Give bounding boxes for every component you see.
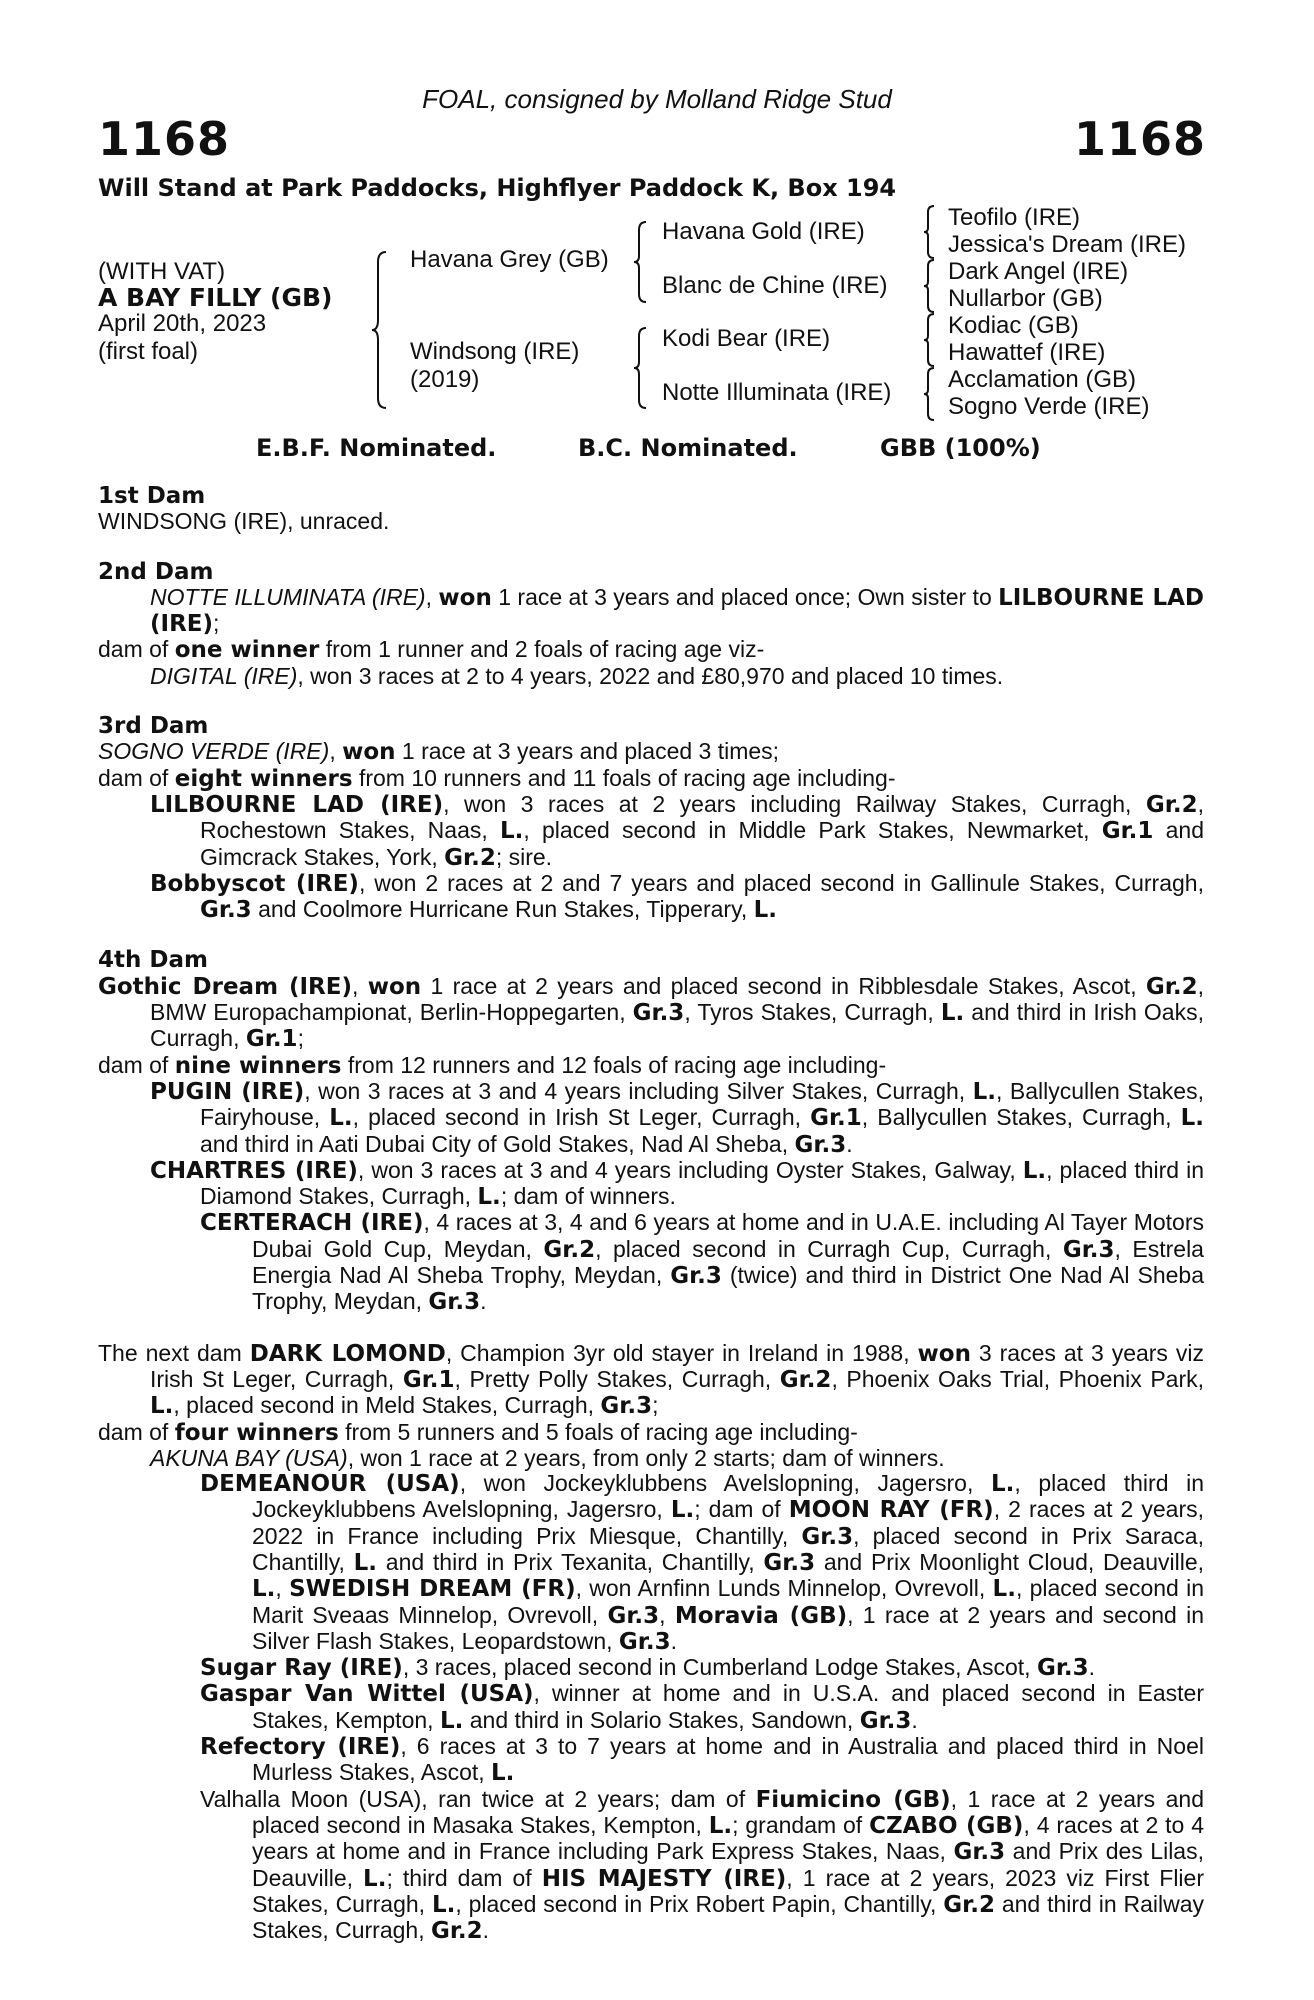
ebf-nomination: E.B.F. Nominated.: [256, 434, 497, 462]
first-dam-heading: 1st Dam: [98, 483, 206, 509]
grandparent-5: Kodiac (GB): [948, 312, 1079, 339]
fourth-dam-runner-pugin: PUGIN (IRE), won 3 races at 3 and 4 years including Silver Stakes, Curragh, L., Ballycullen Stakes, Fairyhouse, L., placed second in Irish St Leger, Curragh, Gr.1, Ballycullen Stakes, Curragh, L. and third in Aati Dubai City of Gold Stakes, Nad Al Sheba, Gr.3.: [150, 1077, 1205, 1158]
grandparent-1: Teofilo (IRE): [948, 204, 1081, 231]
pedigree-brace-g1: [922, 204, 936, 260]
grandparent-3: Dark Angel (IRE): [948, 258, 1129, 285]
consignment-line: FOAL, consigned by Molland Ridge Stud: [422, 84, 892, 114]
pedigree-brace-main: [370, 250, 390, 410]
grandparent-4: Nullarbor (GB): [948, 285, 1103, 312]
grandparent-2: Jessica's Dream (IRE): [948, 231, 1186, 258]
dam-sire: Kodi Bear (IRE): [662, 325, 831, 352]
produce-record: [98, 484, 1204, 1944]
pedigree-brace-g3: [922, 312, 936, 368]
pedigree-brace-g4: [922, 366, 936, 422]
stable-location: Will Stand at Park Paddocks, Highflyer Paddock K, Box 194: [98, 174, 897, 202]
grandparent-6: Hawattef (IRE): [948, 339, 1106, 366]
fourth-dam-produce: dam of nine winners from 12 runners and 12 foals of racing age including-: [98, 1051, 887, 1079]
fourth-dam-line: Gothic Dream (IRE), won 1 race at 2 years and placed second in Ribblesdale Stakes, Ascot, Gr.2, BMW Europachampionat, Berlin-Hoppegarten, Gr.3, Tyros Stakes, Curragh, L. and third in Irish Oaks, Curragh, Gr.1;: [98, 972, 1204, 1053]
pedigree-brace-dam: [632, 326, 648, 410]
second-dam-produce: dam of one winner from 1 runner and 2 foals of racing age viz-: [98, 636, 765, 664]
second-dam-line: NOTTE ILLUMINATA (IRE), won 1 race at 3 years and placed once; Own sister to LILBOURNE LAD (IRE);: [150, 583, 1204, 638]
pedigree-brace-g2: [922, 258, 936, 314]
next-dam-runner-valhalla-moon: Valhalla Moon (USA), ran twice at 2 years; dam of Fiumicino (GB), 1 race at 2 years and placed second in Masaka Stakes, Kempton, L.; grandam of CZABO (GB), 4 races at 2 to 4 years at home and in France including Park Express Stakes, Naas, Gr.3 and Prix des Lilas, Deauville, L.; third dam of HIS MAJESTY (IRE), 1 race at 2 years, 2023 viz First Flier Stakes, Curragh, L., placed second in Prix Robert Papin, Chantilly, Gr.2 and third in Railway Stakes, Curragh, Gr.2.: [200, 1785, 1205, 1945]
dam-dam: Notte Illuminata (IRE): [662, 379, 892, 406]
next-dam-runner-refectory: Refectory (IRE), 6 races at 3 to 7 years at home and in Australia and placed third in Noel Murless Stakes, Ascot, L.: [200, 1733, 1204, 1787]
lot-number-right: 1168: [1073, 112, 1206, 166]
pedigree-brace-sire: [632, 220, 648, 304]
dam: Windsong (IRE): [410, 338, 580, 365]
fourth-dam-heading: 4th Dam: [98, 947, 208, 974]
sire: Havana Grey (GB): [410, 246, 609, 273]
vat-note: (WITH VAT): [98, 258, 226, 285]
horse-name: A BAY FILLY (GB): [98, 283, 333, 312]
third-dam-heading: 3rd Dam: [98, 713, 209, 740]
third-dam-line: SOGNO VERDE (IRE), won 1 race at 3 years and placed 3 times;: [98, 738, 780, 766]
sire-sire: Havana Gold (IRE): [662, 218, 865, 245]
dam-year: (2019): [410, 366, 480, 393]
second-dam-runner-digital: DIGITAL (IRE), won 3 races at 2 to 4 years, 2022 and £80,970 and placed 10 times.: [150, 662, 1004, 689]
second-dam-heading: 2nd Dam: [98, 558, 214, 585]
sire-dam: Blanc de Chine (IRE): [662, 272, 888, 299]
next-dam-runner-sugar-ray: Sugar Ray (IRE), 3 races, placed second in Cumberland Lodge Stakes, Ascot, Gr.3.: [200, 1654, 1096, 1682]
first-foal-note: (first foal): [98, 338, 199, 365]
first-dam-text: WINDSONG (IRE), unraced.: [98, 508, 390, 535]
next-dam-line: The next dam DARK LOMOND, Champion 3yr old stayer in Ireland in 1988, won 3 races at 3 years viz Irish St Leger, Curragh, Gr.1, Pretty Polly Stakes, Curragh, Gr.2, Phoenix Oaks Trial, Phoenix Park, L., placed second in Meld Stakes, Curragh, Gr.3;: [98, 1339, 1205, 1420]
next-dam-runner-gaspar: Gaspar Van Wittel (USA), winner at home and in U.S.A. and placed second in Easter Stakes, Kempton, L. and third in Solario Stakes, Sandown, Gr.3.: [200, 1680, 1204, 1734]
gbb-rating: GBB (100%): [880, 434, 1041, 462]
bc-nomination: B.C. Nominated.: [578, 434, 798, 462]
fourth-dam-runner-chartres: CHARTRES (IRE), won 3 races at 3 and 4 years including Oyster Stakes, Galway, L., placed third in Diamond Stakes, Curragh, L.; dam of winners.: [150, 1156, 1204, 1211]
lot-number-left: 1168: [98, 112, 231, 166]
grandparent-8: Sogno Verde (IRE): [948, 393, 1150, 420]
next-dam-runner-demeanour: DEMEANOUR (USA), won Jockeyklubbens Avelslopning, Jagersro, L., placed third in Jockeyklubbens Avelslopning, Jagersro, L.; dam of MOON RAY (FR), 2 races at 2 years, 2022 in France including Prix Miesque, Chantilly, Gr.3, placed second in Prix Saraca, Chantilly, L. and third in Prix Texanita, Chantilly, Gr.3 and Prix Moonlight Cloud, Deauville, L., SWEDISH DREAM (FR), won Arnfinn Lunds Minnelop, Ovrevoll, L., placed second in Marit Sveaas Minnelop, Ovrevoll, Gr.3, Moravia (GB), 1 race at 2 years and second in Silver Flash Stakes, Leopardstown, Gr.3.: [200, 1470, 1205, 1655]
third-dam-runner-lilbourne: LILBOURNE LAD (IRE), won 3 races at 2 years including Railway Stakes, Curragh, Gr.2, Rochestown Stakes, Naas, L., placed second in Middle Park Stakes, Newmarket, Gr.1 and Gimcrack Stakes, York, Gr.2; sire.: [150, 790, 1205, 871]
grandparent-7: Acclamation (GB): [948, 366, 1137, 393]
next-dam-runner-akuna-bay: AKUNA BAY (USA), won 1 race at 2 years, from only 2 starts; dam of winners.: [150, 1444, 945, 1471]
third-dam-produce: dam of eight winners from 10 runners and 11 foals of racing age including-: [98, 764, 896, 792]
fourth-dam-runner-certerach: CERTERACH (IRE), 4 races at 3, 4 and 6 years at home and in U.A.E. including Al Tayer Motors Dubai Gold Cup, Meydan, Gr.2, placed second in Curragh Cup, Curragh, Gr.3, Estrela Energia Nad Al Sheba Trophy, Meydan, Gr.3 (twice) and third in District One Nad Al Sheba Trophy, Meydan, Gr.3.: [200, 1209, 1204, 1316]
next-dam-produce: dam of four winners from 5 runners and 5 foals of racing age including-: [98, 1418, 858, 1446]
third-dam-runner-bobbyscot: Bobbyscot (IRE), won 2 races at 2 and 7 years and placed second in Gallinule Stakes, Curragh, Gr.3 and Coolmore Hurricane Run Stakes, Tipperary, L.: [150, 869, 1204, 924]
horse-dob: April 20th, 2023: [98, 310, 267, 337]
